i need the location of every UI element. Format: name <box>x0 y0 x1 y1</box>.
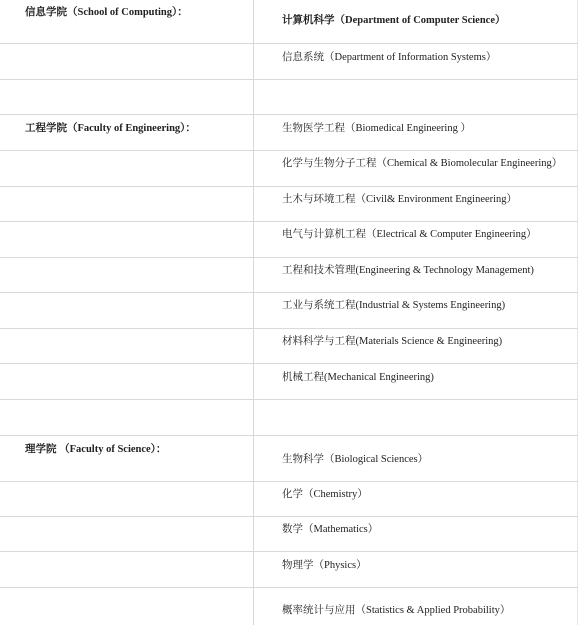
school-name-computing: 信息学院（School of Computing）： <box>25 7 188 18</box>
department-materials-science: 材料科学与工程(Materials Science & Engineering) <box>282 336 503 347</box>
department-information-systems: 信息系统（Department of Information Systems） <box>282 52 497 63</box>
table-row <box>0 516 578 551</box>
department-biological-sciences: 生物科学（Biological Sciences） <box>282 454 429 465</box>
table-row <box>0 257 578 292</box>
department-mechanical-engineering: 机械工程(Mechanical Engineering) <box>282 372 434 383</box>
department-engineering-management: 工程和技术管理(Engineering & Technology Management) <box>282 265 534 276</box>
department-biomedical-engineering: 生物医学工程（Biomedical Engineering ） <box>282 123 471 134</box>
table-row <box>0 363 578 399</box>
table-row <box>0 0 578 43</box>
table-row <box>0 481 578 516</box>
table-row <box>0 186 578 221</box>
department-computer-science: 计算机科学（Department of Computer Science） <box>282 15 506 26</box>
table-row <box>0 587 578 625</box>
table-row <box>0 328 578 363</box>
department-chemistry: 化学（Chemistry） <box>282 489 368 500</box>
department-mathematics: 数学（Mathematics） <box>282 524 379 535</box>
department-industrial-engineering: 工业与系统工程(Industrial & Systems Engineering) <box>282 300 506 311</box>
table-row <box>0 221 578 257</box>
department-physics: 物理学（Physics） <box>282 560 367 571</box>
school-name-engineering: 工程学院（Faculty of Engineering）： <box>25 123 196 134</box>
department-electrical-engineering: 电气与计算机工程（Electrical & Computer Engineering） <box>282 229 537 240</box>
table-row <box>0 435 578 481</box>
school-name-science: 理学院 （Faculty of Science）： <box>25 444 167 455</box>
department-statistics: 概率统计与应用（Statistics & Applied Probability） <box>282 605 511 616</box>
table-row <box>0 114 578 150</box>
table-row-empty <box>0 79 578 114</box>
table-row-empty <box>0 399 578 435</box>
table-row <box>0 551 578 587</box>
table-row <box>0 150 578 186</box>
table-row <box>0 292 578 328</box>
table-row <box>0 43 578 79</box>
department-civil-engineering: 土木与环境工程（Civil& Environment Engineering） <box>282 194 518 205</box>
department-chemical-engineering: 化学与生物分子工程（Chemical & Biomolecular Engineering） <box>282 158 563 169</box>
